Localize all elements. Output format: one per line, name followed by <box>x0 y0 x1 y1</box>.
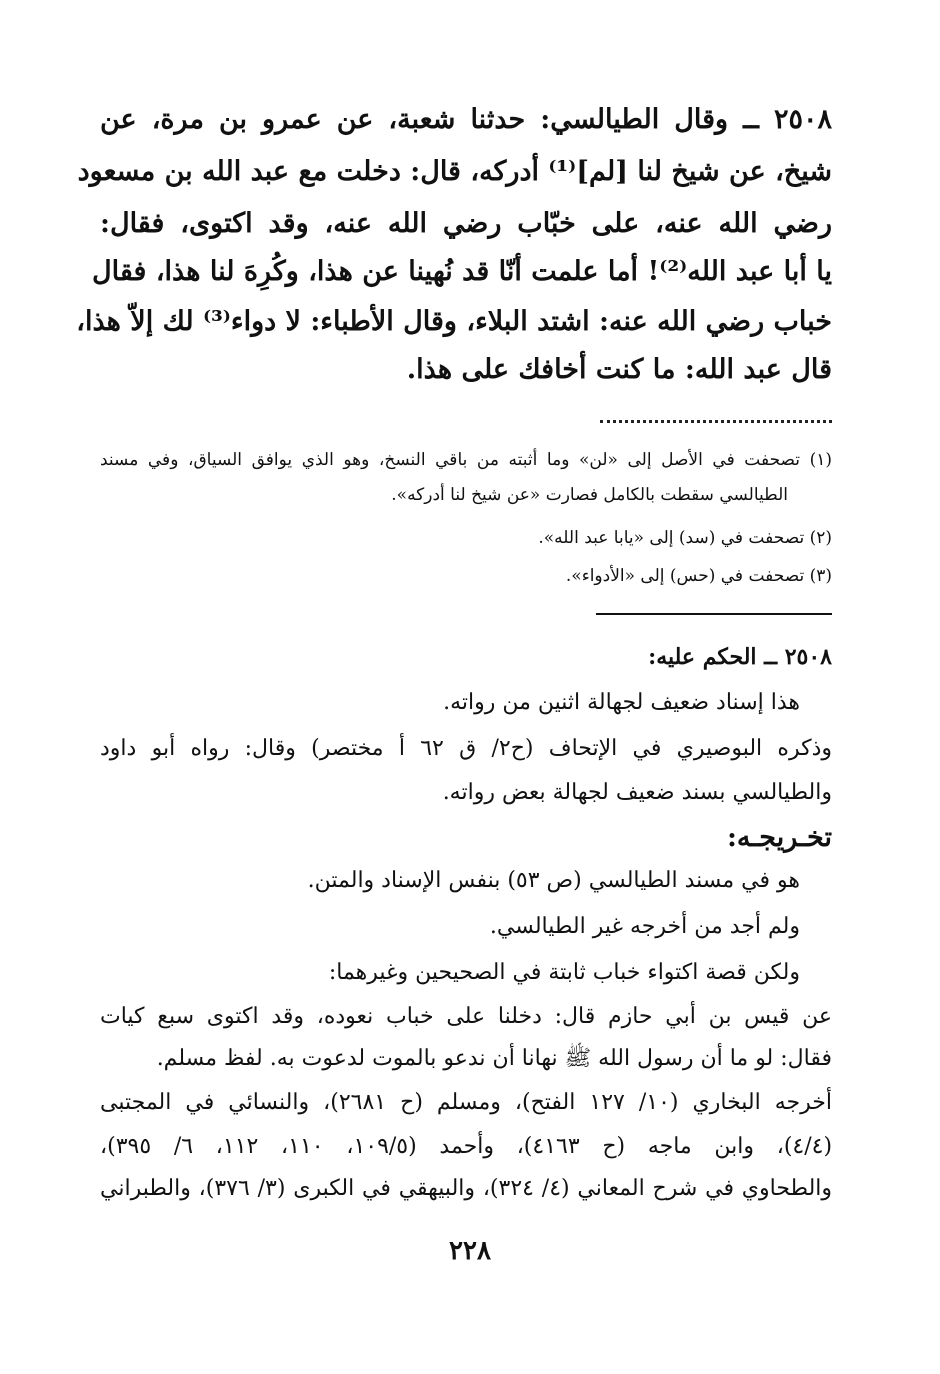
takhrij-line-4: عن قيس بن أبي حازم قال: دخلنا على خباب نعوده، وقد اكتوى سبع كيات <box>100 1004 832 1029</box>
ruling-line-3: والطيالسي بسند ضعيف لجهالة بعض رواته. <box>442 780 832 805</box>
takhrij-line-7: (٤/٤)، وابن ماجه (ح ٤١٦٣)، وأحمد (١٠٩/٥، ١١٠، ١١٢، ٦/ ٣٩٥)، <box>100 1134 833 1159</box>
takhrij-line-3: ولكن قصة اكتواء خباب ثابتة في الصحيحين وغيرهما: <box>328 960 800 985</box>
takhrij-line-1: هو في مسند الطيالسي (ص ٥٣) بنفس الإسناد والمتن. <box>307 868 800 893</box>
ruling-line-2: وذكره البوصيري في الإتحاف (ح٢/ ق ٦٢ أ مختصر) وقال: رواه أبو داود <box>100 736 832 761</box>
footnote-2: (٢) تصحفت في (سد) إلى «يابا عبد الله». <box>538 528 832 548</box>
takhrij-heading: تخـريجـه: <box>726 822 832 853</box>
takhrij-line-6: أخرجه البخاري (١٠/ ١٢٧ الفتح)، ومسلم (ح ٢٦٨١)، والنسائي في المجتبى <box>100 1090 832 1115</box>
hadith-line-2: شيخ، عن شيخ لنا [لم]⁽¹⁾ أدركه، قال: دخلت مع عبد الله بن مسعود <box>77 156 832 187</box>
hadith-line-1: ٢٥٠٨ ــ وقال الطيالسي: حدثنا شعبة، عن عمرو بن مرة، عن <box>100 104 832 135</box>
takhrij-line-2: ولم أجد من أخرجه غير الطيالسي. <box>489 914 800 939</box>
footnote-separator <box>600 420 832 427</box>
hadith-line-5: خباب رضي الله عنه: اشتد البلاء، وقال الأطباء: لا دواء⁽³⁾ لك إلاّ هذا، <box>76 306 832 337</box>
ruling-heading: ٢٥٠٨ ــ الحكم عليه: <box>648 644 832 670</box>
hadith-line-4: يا أبا عبد الله⁽²⁾! أما علمت أنّا قد نُهينا عن هذا، وكُرِهَ لنا هذا، فقال <box>92 256 832 287</box>
takhrij-line-8: والطحاوي في شرح المعاني (٤/ ٣٢٤)، والبيهقي في الكبرى (٣/ ٣٧٦)، والطبراني <box>100 1176 833 1201</box>
takhrij-line-5: فقال: لو ما أن رسول الله ﷺ نهانا أن ندعو بالموت لدعوت به. لفظ مسلم. <box>156 1046 832 1071</box>
footnote-1-cont: الطيالسي سقطت بالكامل فصارت «عن شيخ لنا أدركه». <box>391 485 788 505</box>
hadith-line-3: رضي الله عنه، على خبّاب رضي الله عنه، وقد اكتوى، فقال: <box>100 208 832 239</box>
page-number: ٢٢٨ <box>449 1236 491 1266</box>
ruling-line-1: هذا إسناد ضعيف لجهالة اثنين من رواته. <box>443 690 800 715</box>
hadith-line-6: قال عبد الله: ما كنت أخافك على هذا. <box>406 354 832 385</box>
section-rule <box>596 613 832 615</box>
footnote-1: (١) تصحفت في الأصل إلى «لن» وما أثبته من باقي النسخ، وهو الذي يوافق السياق، وفي مسند <box>100 450 832 470</box>
footnote-3: (٣) تصحفت في (حس) إلى «الأدواء». <box>565 566 832 586</box>
